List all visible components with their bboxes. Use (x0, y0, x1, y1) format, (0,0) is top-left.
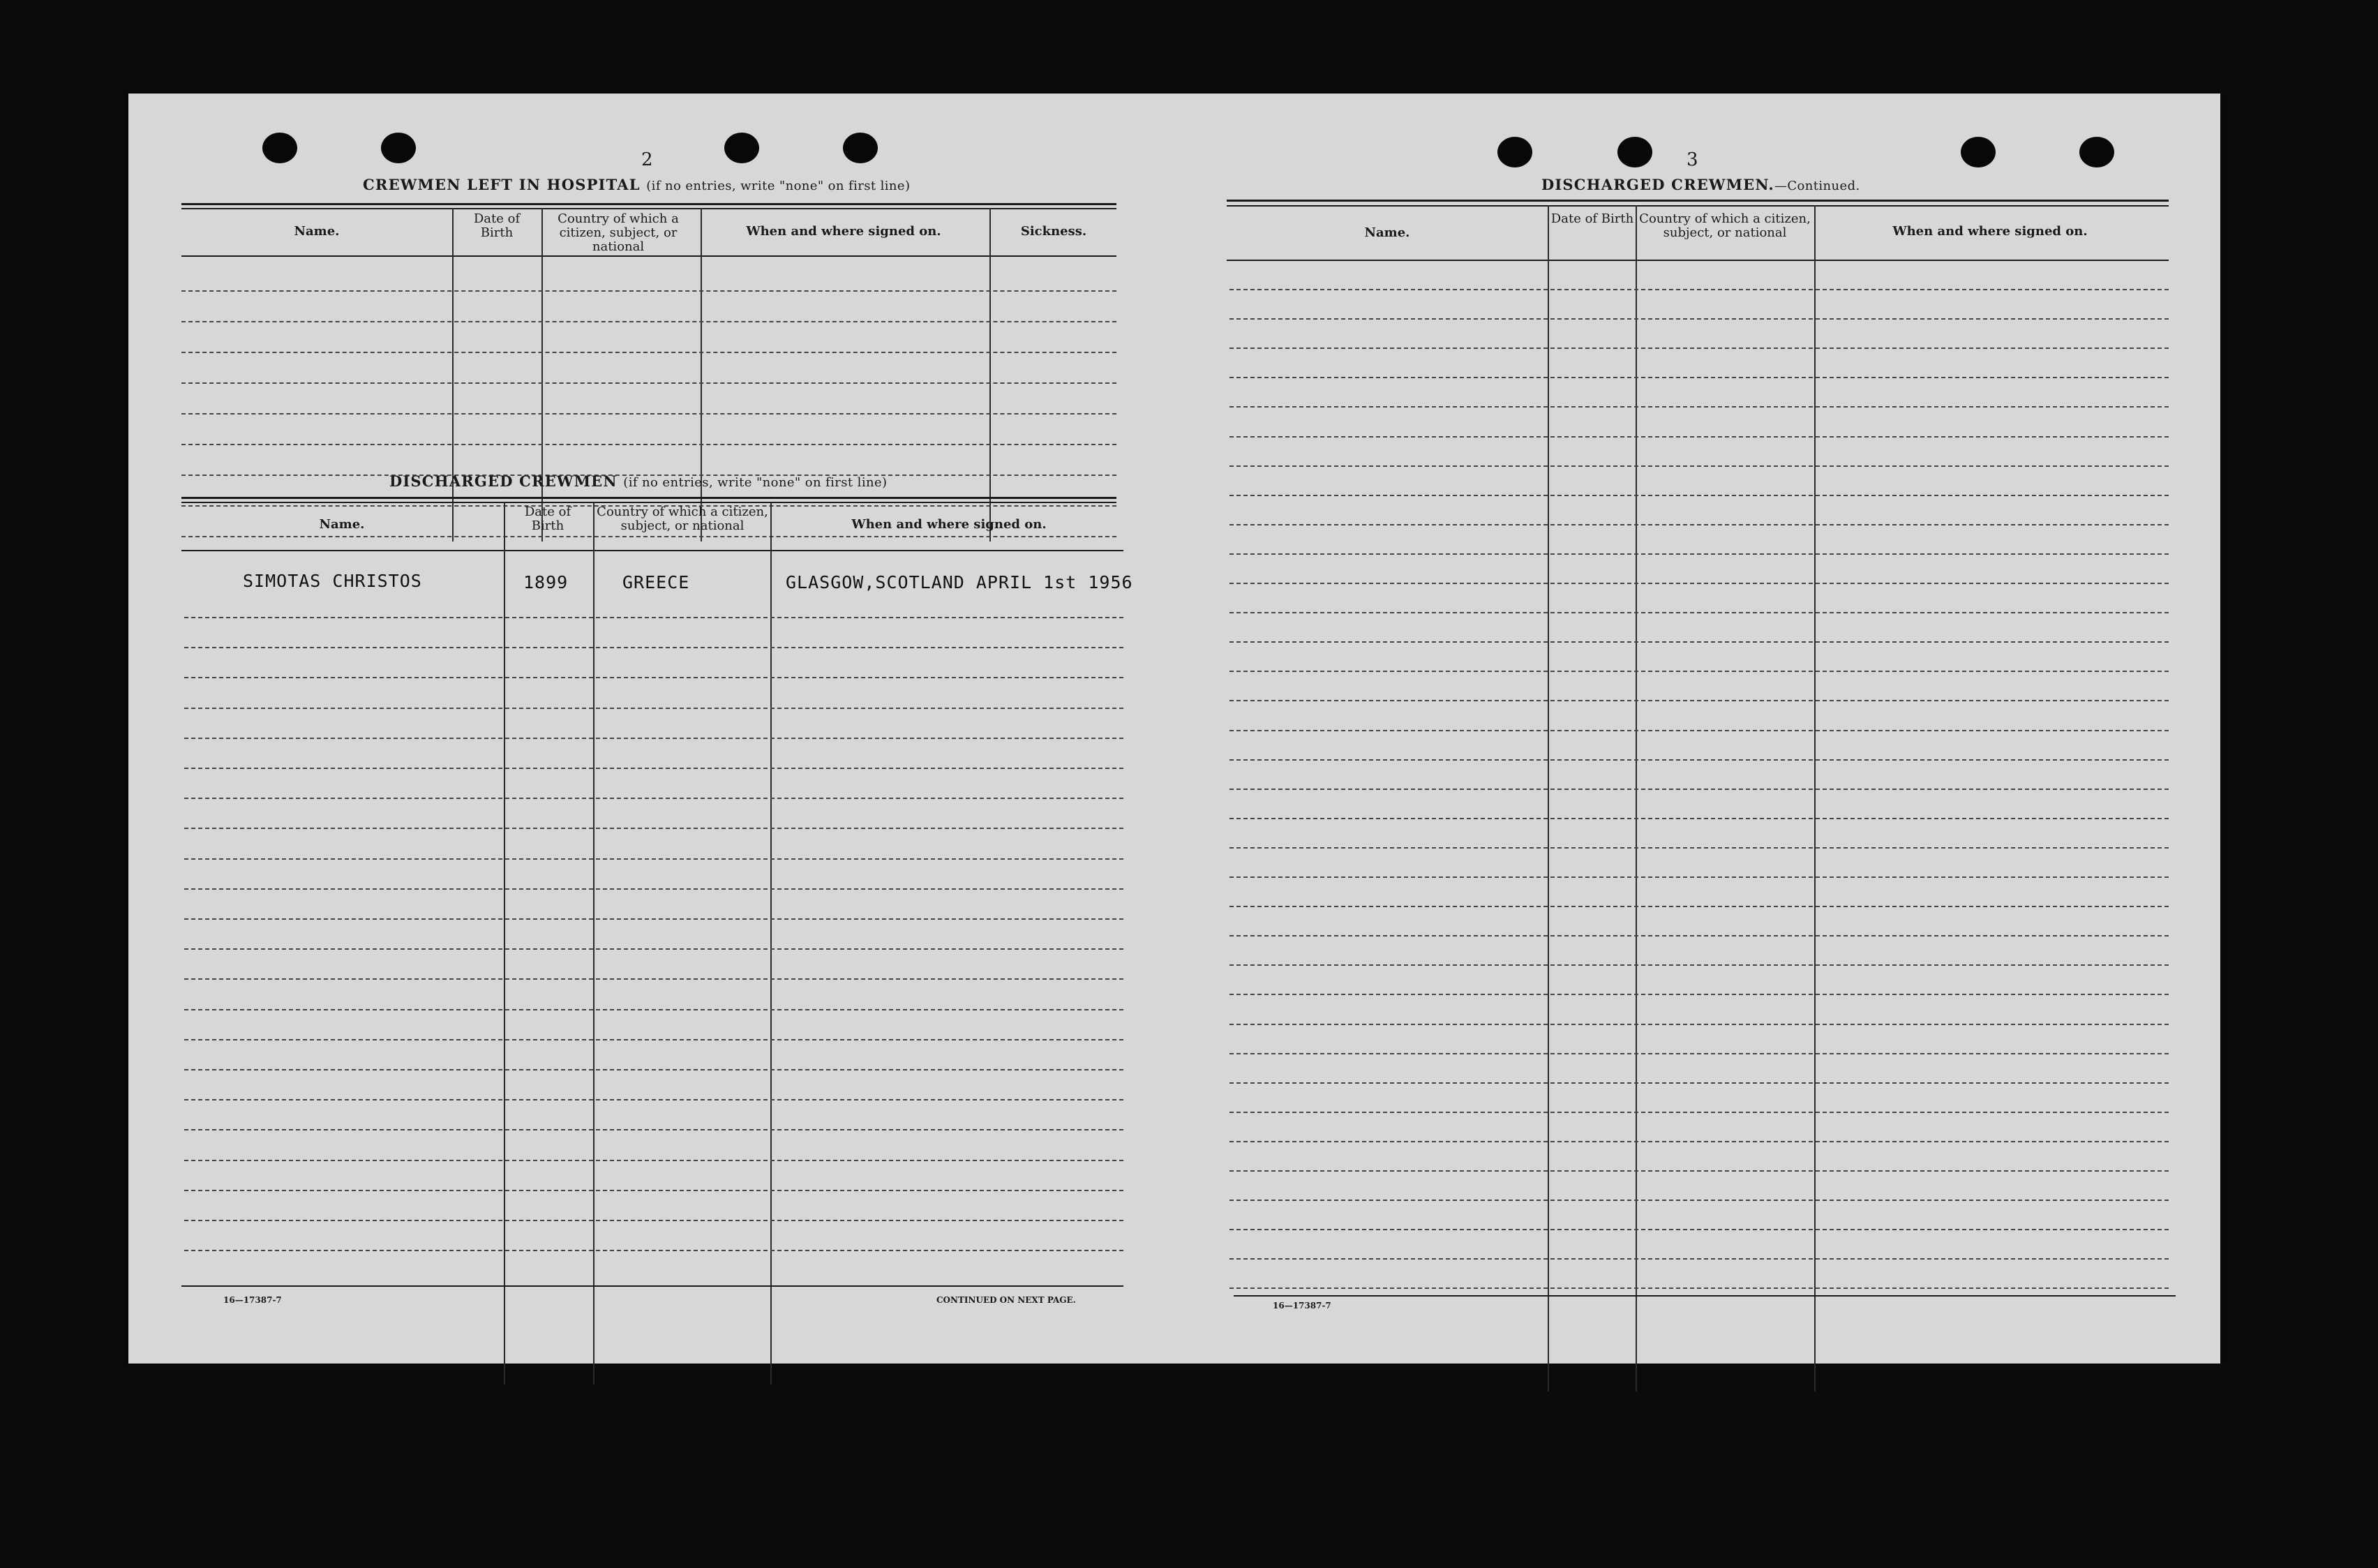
discharged-col-name: Name. (319, 517, 365, 532)
discharged-title-note: (if no entries, write "none" on first line) (623, 475, 888, 490)
form-entry-line (184, 1009, 1123, 1010)
continued-col-divider (1814, 205, 1816, 1391)
form-entry-line (1229, 876, 2169, 878)
form-entry-line (1229, 1258, 2169, 1260)
hospital-entry-line (181, 536, 1116, 537)
discharged-col-divider (593, 502, 594, 1384)
form-entry-line (1229, 377, 2169, 378)
punch-hole (1961, 137, 1996, 167)
form-entry-line (1229, 1200, 2169, 1201)
form-entry-line (1229, 612, 2169, 613)
hospital-section-title (363, 176, 910, 193)
form-entry-line (184, 1099, 1123, 1100)
punch-hole (262, 133, 297, 163)
continued-col-divider (1548, 205, 1549, 1391)
form-entry-line (1229, 289, 2169, 290)
hospital-col-name: Name. (294, 224, 340, 239)
discharged-section-title (389, 472, 887, 490)
form-entry-line (1229, 553, 2169, 555)
form-entry-line (1229, 730, 2169, 731)
form-entry-line (1229, 1082, 2169, 1084)
page-number: 2 (641, 149, 653, 170)
hospital-top-rule (181, 208, 1116, 209)
hospital-entry-line (181, 444, 1116, 445)
hospital-col-divider (541, 208, 543, 542)
form-entry-line (184, 738, 1123, 739)
form-entry-line (184, 1129, 1123, 1130)
form-entry-line (184, 647, 1123, 648)
form-number: 16—17387-7 (223, 1295, 282, 1305)
hospital-col-country: Country of which a citizen, subject, or national (558, 211, 679, 254)
continued-top-rule (1227, 205, 2169, 207)
hospital-entry-line (181, 290, 1116, 292)
form-entry-line (1229, 1141, 2169, 1142)
form-number: 16—17387-7 (1273, 1301, 1331, 1311)
form-entry-line (1229, 964, 2169, 966)
continued-title-text: DISCHARGED CREWMEN. (1541, 176, 1774, 193)
form-entry-line (1229, 994, 2169, 995)
hospital-col-signed-on: When and where signed on. (746, 224, 941, 239)
form-entry-line (1229, 935, 2169, 936)
form-entry-line (1229, 641, 2169, 643)
form-entry-line (1229, 583, 2169, 584)
document-sheet (128, 94, 2220, 1364)
discharged-header-rule (181, 550, 1123, 551)
hospital-entry-line (181, 382, 1116, 384)
punch-hole (381, 133, 416, 163)
punch-hole (1497, 137, 1532, 167)
hospital-entry-line (181, 352, 1116, 353)
continued-bottom-rule (1234, 1295, 2176, 1297)
form-entry-line (1229, 906, 2169, 907)
discharged-top-rule (181, 502, 1116, 503)
form-entry-line (1229, 1287, 2169, 1289)
punch-hole (843, 133, 878, 163)
punch-hole (724, 133, 759, 163)
discharged-col-divider (504, 502, 505, 1384)
discharged-birth-entry: 1899 (523, 572, 569, 592)
form-entry-line (1229, 1112, 2169, 1113)
hospital-entry-line (181, 413, 1116, 415)
form-entry-line (184, 1250, 1123, 1251)
continued-section-title (1541, 176, 1860, 193)
hospital-col-divider (989, 208, 991, 542)
form-entry-line (184, 1160, 1123, 1161)
hospital-top-rule (181, 203, 1116, 205)
hospital-entry-line (181, 321, 1116, 322)
form-entry-line (184, 948, 1123, 950)
form-entry-line (184, 1069, 1123, 1070)
hospital-title-note: (if no entries, write "none" on first line) (646, 179, 911, 193)
continued-col-signed-on: When and where signed on. (1892, 224, 2088, 239)
punch-hole (1617, 137, 1652, 167)
form-entry-line (1229, 495, 2169, 496)
form-entry-line (1229, 465, 2169, 467)
form-entry-line (184, 918, 1123, 920)
form-entry-line (184, 1039, 1123, 1040)
form-entry-line (1229, 1170, 2169, 1172)
form-entry-line (184, 1190, 1123, 1191)
continued-col-country: Country of which a citizen, subject, or national (1639, 211, 1811, 240)
form-entry-line (184, 828, 1123, 829)
discharged-col-signed-on: When and where signed on. (851, 517, 1047, 532)
continued-col-birth: Date of Birth (1550, 211, 1634, 226)
form-entry-line (184, 768, 1123, 769)
form-entry-line (184, 677, 1123, 678)
form-entry-line (1229, 318, 2169, 320)
form-entry-line (1229, 759, 2169, 761)
discharged-bottom-rule (181, 1285, 1123, 1287)
discharged-col-birth: Date of Birth (524, 505, 571, 533)
form-entry-line (184, 617, 1123, 618)
hospital-title-text: CREWMEN LEFT IN HOSPITAL (363, 176, 641, 193)
discharged-col-divider (770, 502, 772, 1384)
form-entry-line (1229, 1229, 2169, 1230)
form-entry-line (1229, 700, 2169, 701)
continued-col-divider (1636, 205, 1637, 1391)
form-entry-line (184, 858, 1123, 860)
continued-top-rule (1227, 200, 2169, 202)
discharged-col-country: Country of which a citizen, subject, or national (597, 505, 768, 533)
continued-col-name: Name. (1364, 225, 1410, 240)
punch-hole (2079, 137, 2114, 167)
form-entry-line (184, 798, 1123, 799)
hospital-col-divider (701, 208, 702, 542)
discharged-top-rule (181, 497, 1116, 499)
discharged-name-entry: SIMOTAS CHRISTOS (243, 571, 422, 591)
form-entry-line (184, 978, 1123, 980)
form-entry-line (1229, 789, 2169, 790)
form-entry-line (184, 1220, 1123, 1221)
hospital-header-rule (181, 255, 1116, 257)
discharged-country-entry: GREECE (622, 572, 690, 592)
form-entry-line (1229, 671, 2169, 672)
form-entry-line (1229, 524, 2169, 525)
hospital-col-birth: Date of Birth (473, 211, 521, 240)
continued-title-note: —Continued. (1774, 179, 1860, 193)
continued-note: CONTINUED ON NEXT PAGE. (936, 1295, 1076, 1305)
form-entry-line (1229, 1053, 2169, 1054)
form-entry-line (1229, 818, 2169, 819)
form-entry-line (184, 888, 1123, 890)
hospital-col-divider (452, 208, 454, 542)
hospital-col-sickness: Sickness. (1020, 224, 1087, 239)
form-entry-line (1229, 348, 2169, 349)
discharged-signed-on-entry: GLASGOW,SCOTLAND APRIL 1st 1956 (786, 572, 1133, 592)
form-entry-line (1229, 436, 2169, 438)
form-entry-line (1229, 406, 2169, 408)
form-entry-line (1229, 1024, 2169, 1025)
continued-header-rule (1227, 260, 2169, 261)
page-number: 3 (1687, 149, 1698, 170)
discharged-title-text: DISCHARGED CREWMEN (389, 472, 618, 490)
form-entry-line (184, 708, 1123, 709)
form-entry-line (1229, 847, 2169, 849)
